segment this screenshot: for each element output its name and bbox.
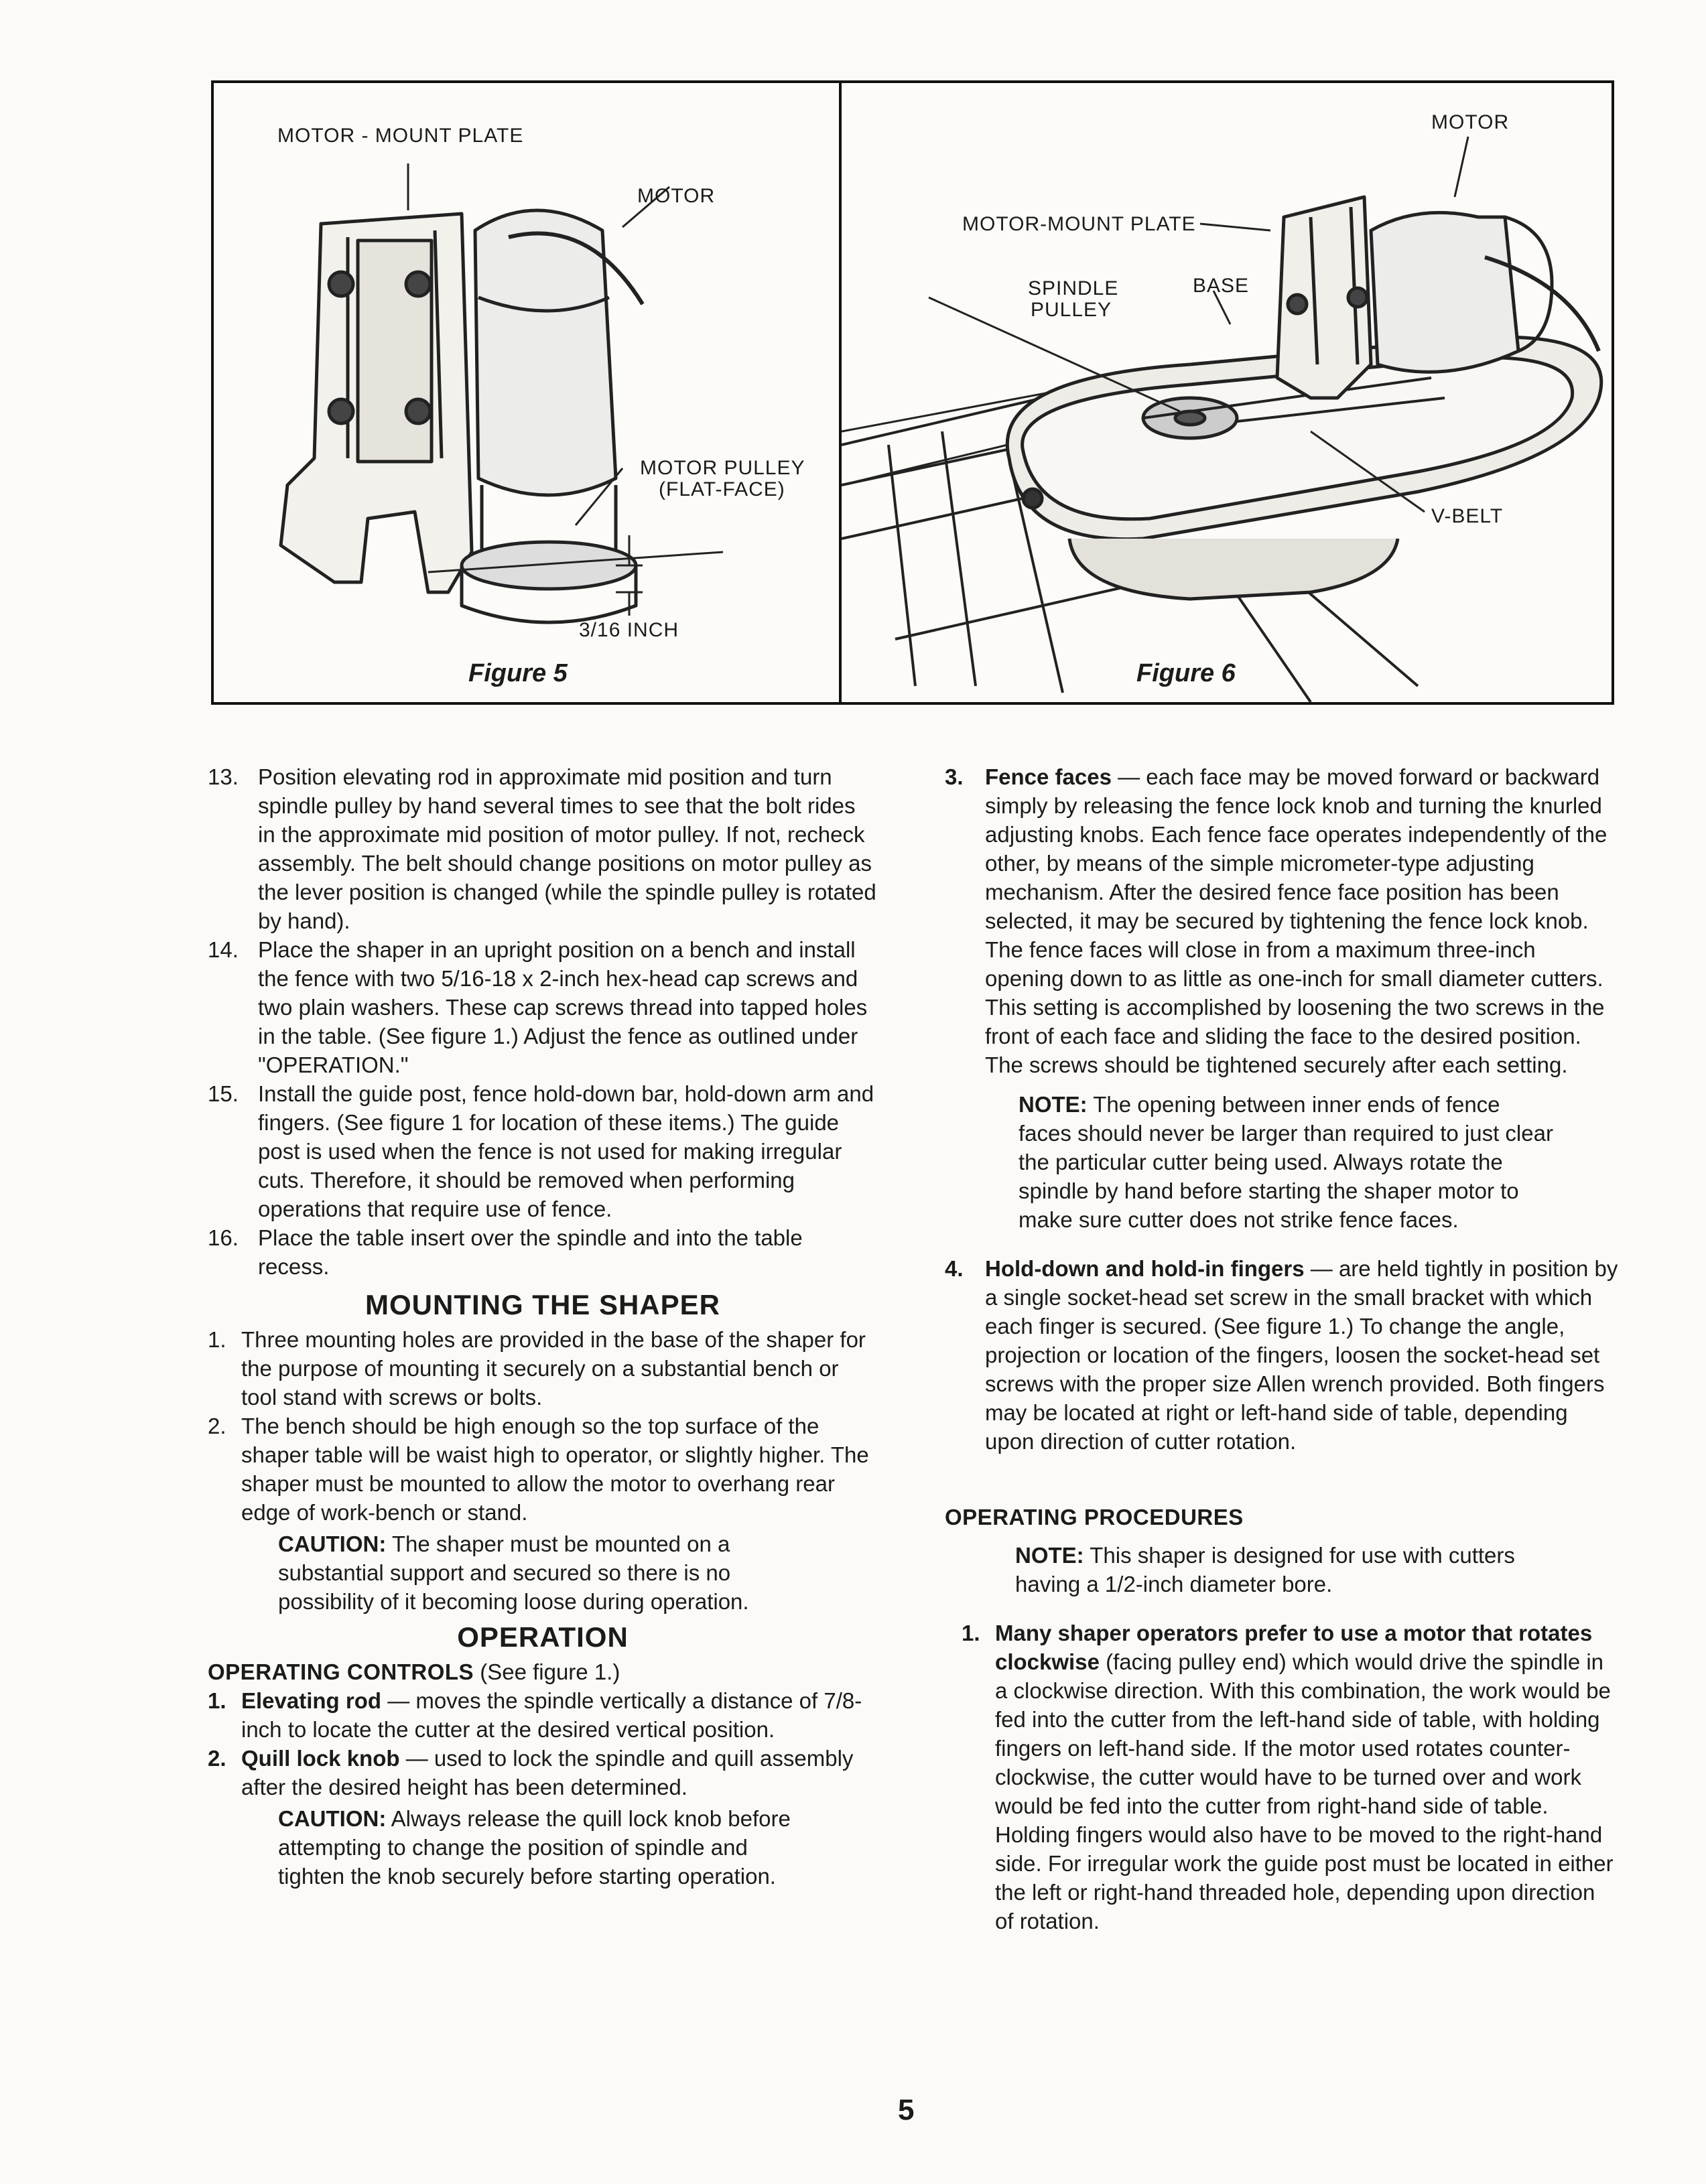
figure-panel (211, 80, 1614, 705)
operating-controls-ref: (See figure 1.) (474, 1659, 620, 1684)
right-column (945, 762, 1618, 1935)
item-text (985, 762, 1618, 1079)
figure-6-drawing (842, 83, 1612, 702)
item-text (241, 1686, 878, 1744)
caution-text: The shaper must be mounted on a substantial support and secured so there is no possibility of it becoming loose during operation. (278, 1531, 749, 1614)
caution-note (208, 1804, 878, 1891)
operation-heading: OPERATION (457, 1621, 629, 1653)
item-number: 4. (945, 1256, 964, 1281)
figure-5-caption: Figure 5 (468, 659, 568, 687)
caution-note (208, 1529, 878, 1616)
note-box (945, 1090, 1618, 1234)
fig6-label-v-belt: V-BELT (1431, 505, 1504, 527)
caution-label: CAUTION: (278, 1806, 387, 1831)
item-text: Place the shaper in an upright position on a bench and install the fence with two 5/16-18 x 2-inch hex-head cap screws and two plain washers. These cap screws thread into tapped holes in the table. (See figure 1.) Adjust the fence as outlined under "OPERATION." (258, 937, 868, 1077)
fig6-label-motor: MOTOR (1431, 111, 1510, 133)
left-column (208, 762, 878, 1891)
item-body: — are held tightly in position by a single socket-head set screw in the small bracket with which each finger is secured. (See figure 1.) To change the angle, projection or location of the fingers, loosen the socket-head set screws with the proper size Allen wrench provided. Both fingers may be located at right or left-hand side of table, depending upon direction of cutter rotation. (985, 1256, 1618, 1454)
list-item (208, 1325, 878, 1412)
item-title: Many shaper operators prefer to use a motor that rotates clockwise (995, 1621, 1593, 1674)
note-label: NOTE: (1015, 1543, 1084, 1568)
list-item (208, 1223, 878, 1281)
item-number: 2. (208, 1414, 226, 1438)
item-number: 15. (208, 1081, 239, 1106)
item-number: 16. (208, 1225, 239, 1250)
figure-6-caption: Figure 6 (1136, 659, 1236, 687)
item-title: Hold-down and hold-in fingers (985, 1256, 1305, 1281)
caution-label: CAUTION: (278, 1531, 387, 1556)
figure-6 (842, 83, 1612, 702)
fig5-label-motor: MOTOR (637, 185, 716, 207)
note-text: The opening between inner ends of fence faces should never be larger than required to just clear the particular cutter being used. Always rotate the spindle by hand before starting the shaper motor to make sure cutter does not strike fence faces. (1019, 1092, 1553, 1232)
item-text: The bench should be high enough so the top surface of the shaper table will be waist high to operator, or slightly higher. The shaper must be mounted to allow the motor to overhang rear edge of work-bench or stand. (241, 1414, 869, 1525)
operating-controls-line (208, 1657, 878, 1686)
note-box (945, 1541, 1618, 1598)
item-body: — moves the spindle vertically a distance of 7/8-inch to locate the cutter at the desired vertical position. (241, 1688, 862, 1742)
list-item (945, 1619, 1618, 1935)
operating-controls-label: OPERATING CONTROLS (208, 1659, 474, 1684)
item-body: (facing pulley end) which would drive the spindle in a clockwise direction. With this combination, the work would be fed into the cutter from the left-hand side of table, with holding fingers on left-hand side. If the motor used rotates counter-clockwise, the cutter would have to be turned over and work would be fed into the cutter from right-hand side of table. Holding fingers would also have to be moved to the right-hand side. For irregular work the guide post must be located in either the left or right-hand threaded hole, depending upon direction of rotation. (995, 1649, 1614, 1933)
fig6-label-spindle: SPINDLE (1028, 277, 1119, 299)
fig5-label-motor-pulley: MOTOR PULLEY (640, 457, 805, 479)
item-number: 2. (208, 1746, 226, 1771)
item-text: Install the guide post, fence hold-down bar, hold-down arm and fingers. (See figure 1 for location of these items.) The guide post is used when the fence is not used for making irregular cuts. Therefore, it should be removed when performing operations that require use of fence. (258, 1081, 874, 1221)
note-text: This shaper is designed for use with cutters having a 1/2-inch diameter bore. (1015, 1543, 1515, 1596)
item-number: 1. (208, 1327, 226, 1352)
list-item (945, 1254, 1618, 1456)
item-text: Three mounting holes are provided in the base of the shaper for the purpose of mounting it securely on a substantial bench or tool stand with screws or bolts. (241, 1327, 866, 1410)
item-title: Elevating rod (241, 1688, 382, 1713)
mounting-heading: MOUNTING THE SHAPER (365, 1289, 720, 1320)
item-body: — used to lock the spindle and quill assembly after the desired height has been determined. (241, 1746, 854, 1799)
caution-text: Always release the quill lock knob before attempting to change the position of spindle and tighten the knob securely before starting operation. (278, 1806, 791, 1889)
list-item (208, 1744, 878, 1801)
list-item (945, 762, 1618, 1079)
item-title: Fence faces (985, 764, 1112, 789)
fig5-label-flat-face: (FLAT-FACE) (659, 478, 785, 500)
item-title: Quill lock knob (241, 1746, 400, 1771)
item-number: 1. (208, 1688, 226, 1713)
fig6-label-base: BASE (1193, 275, 1250, 297)
figure-5 (214, 83, 839, 702)
list-item (208, 1686, 878, 1744)
fig5-label-mount-plate: MOTOR - MOUNT PLATE (277, 125, 524, 147)
list-item (208, 1412, 878, 1527)
fig6-label-pulley: PULLEY (1031, 299, 1112, 321)
item-body: — each face may be moved forward or backward simply by releasing the fence lock knob and turning the knurled adjusting knobs. Each fence face operates independently of the other, by means of the simple micrometer-type adjusting mechanism. After the desired fence face position has been selected, it may be secured by tightening the fence lock knob. The fence faces will close in from a maximum three-inch opening down to as little as one-inch for small diameter cutters. This setting is accomplished by loosening the two screws in the front of each face and sliding the face to the desired position. The screws should be tightened securely after each setting. (985, 764, 1607, 1077)
item-text: Position elevating rod in approximate mid position and turn spindle pulley by hand several times to see that the bolt rides in the approximate mid position of motor pulley. If not, recheck assembly. The belt should change positions on motor pulley as the lever position is changed (while the spindle pulley is rotated by hand). (258, 764, 876, 933)
item-text (985, 1254, 1618, 1456)
list-item (208, 935, 878, 1079)
fig5-label-measurement: 3/16 INCH (579, 619, 679, 641)
item-text (241, 1744, 878, 1801)
item-text (995, 1619, 1618, 1935)
page-number: 5 (898, 2094, 915, 2126)
list-item (208, 1079, 878, 1223)
item-text: Place the table insert over the spindle and into the table recess. (258, 1225, 803, 1279)
list-item (208, 762, 878, 935)
fig6-label-mount-plate: MOTOR-MOUNT PLATE (962, 213, 1196, 235)
figure-5-drawing (214, 83, 839, 702)
item-number: 3. (945, 764, 964, 789)
note-label: NOTE: (1019, 1092, 1088, 1117)
item-number: 1. (962, 1621, 980, 1645)
procedures-heading: OPERATING PROCEDURES (945, 1505, 1244, 1529)
item-number: 14. (208, 937, 239, 962)
item-number: 13. (208, 764, 239, 789)
